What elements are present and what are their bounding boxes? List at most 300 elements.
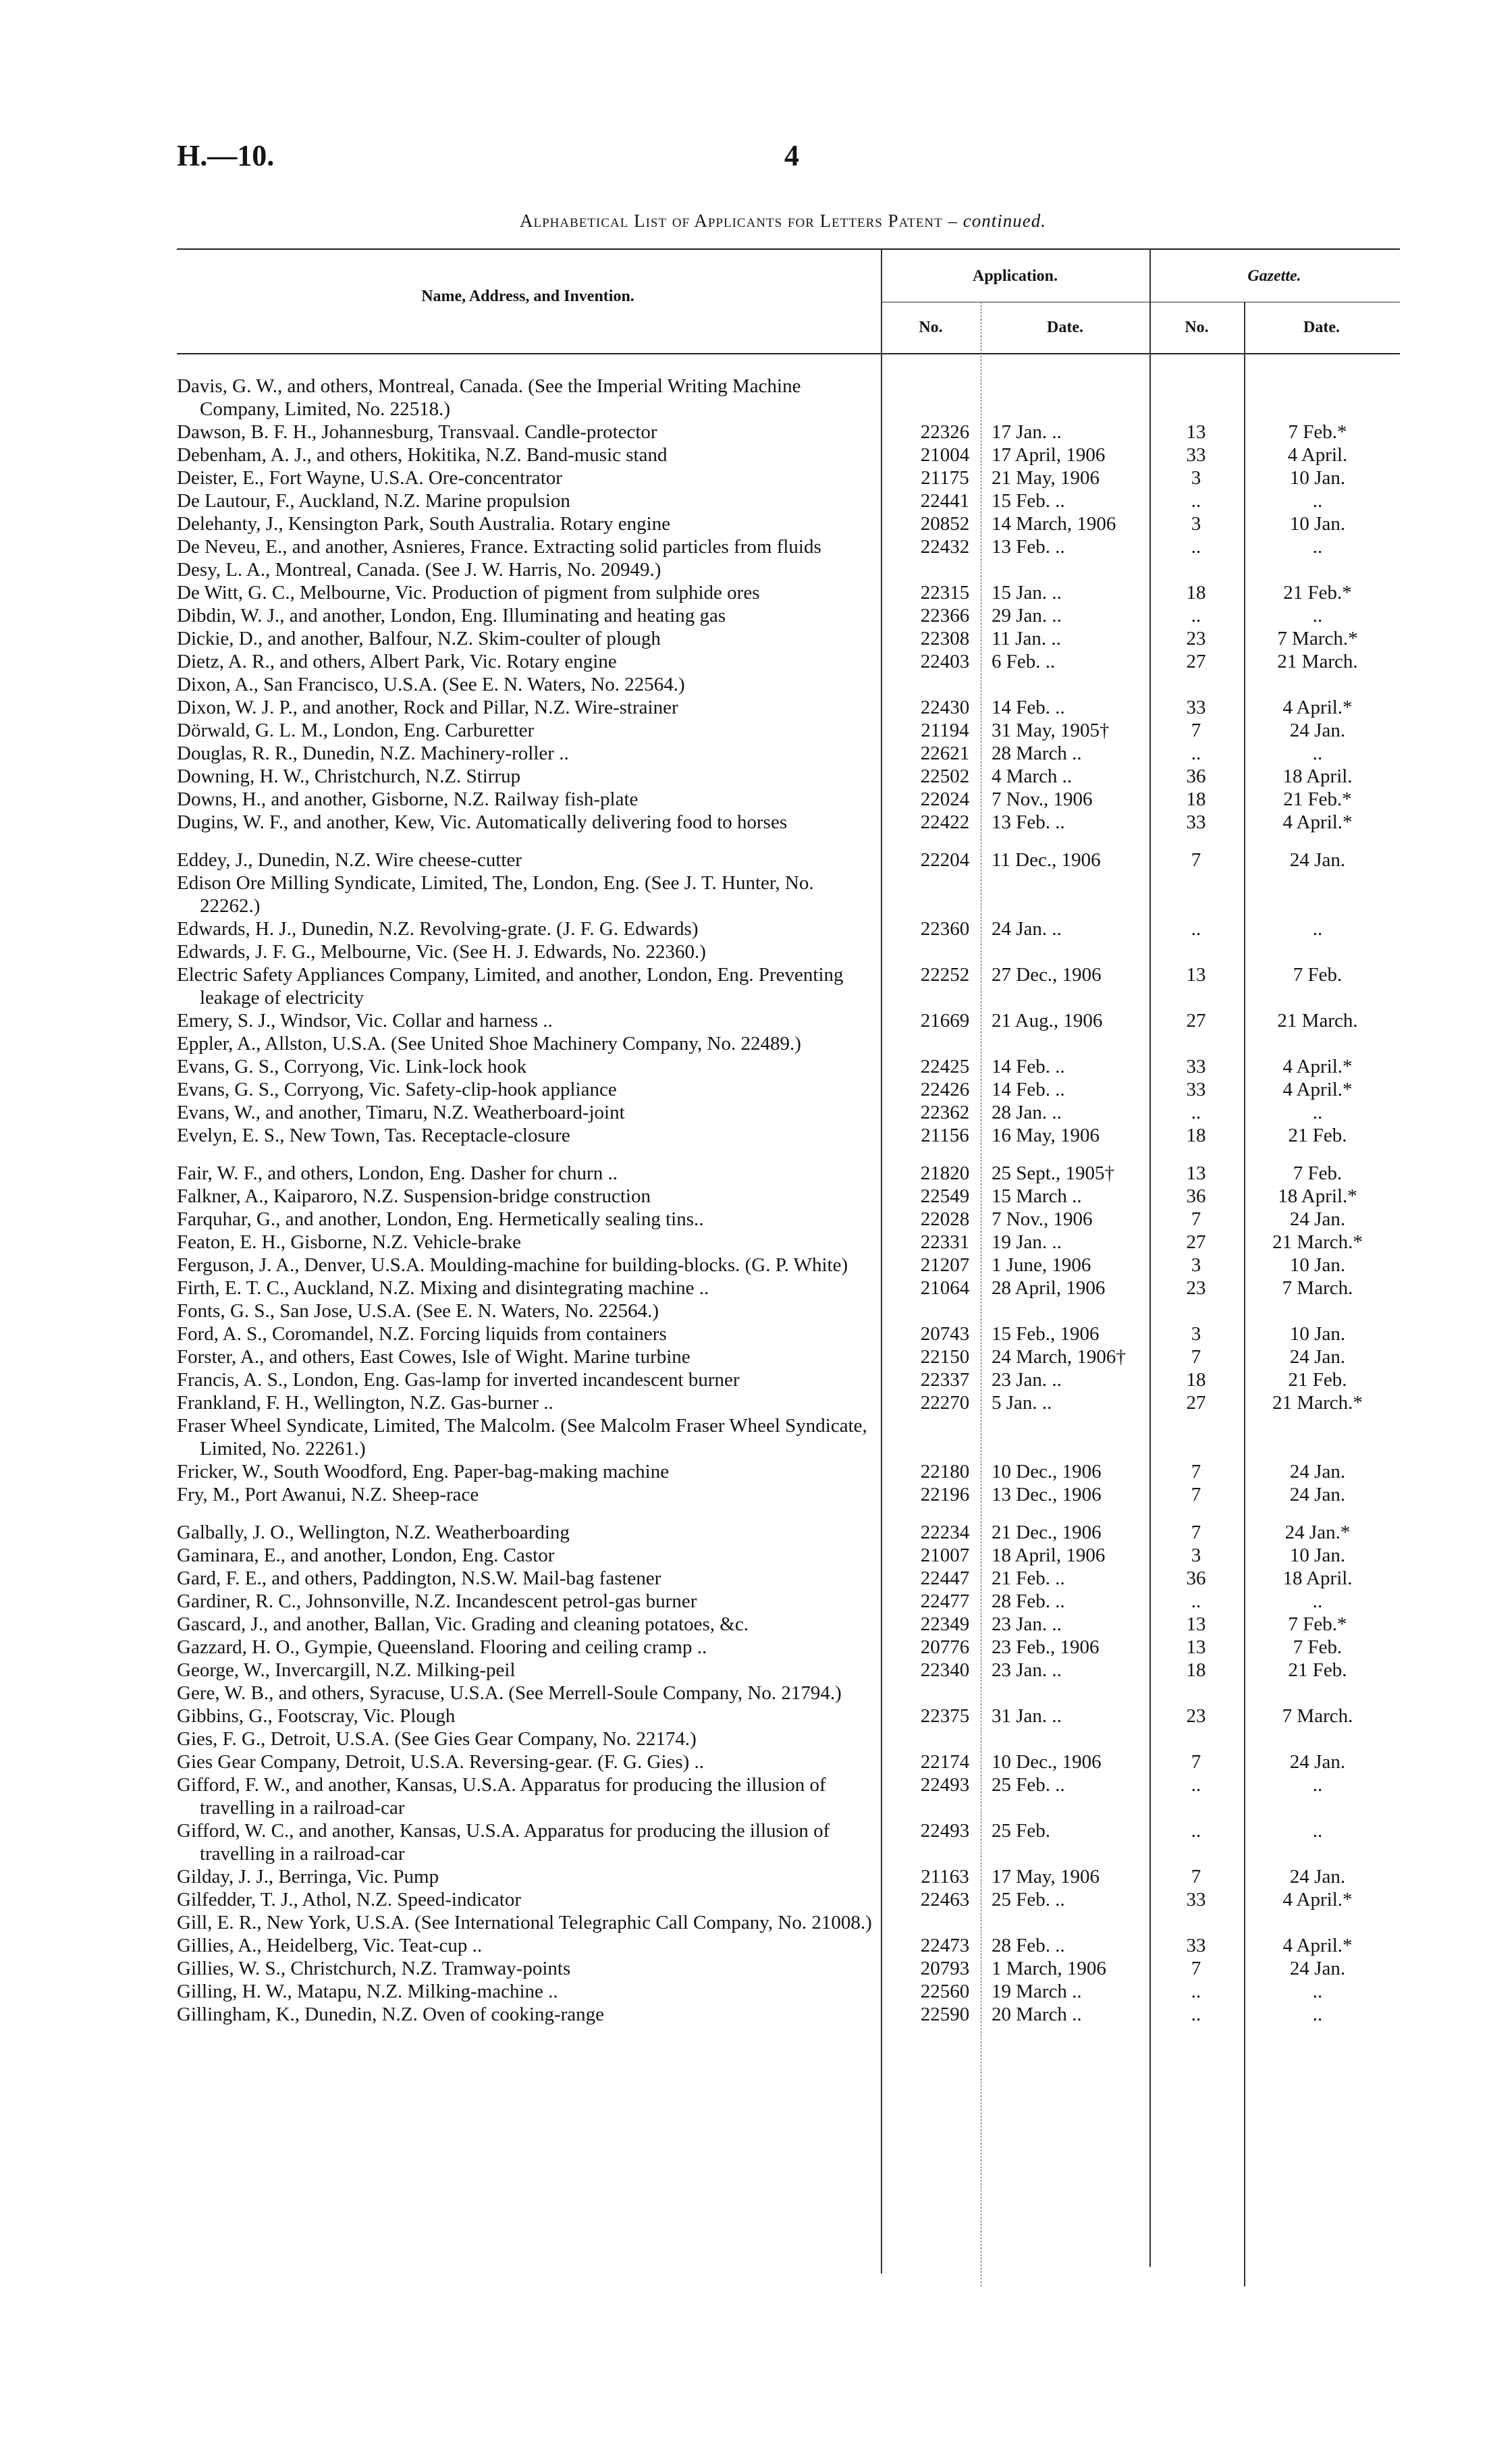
gazette-date: 21 March. bbox=[1277, 651, 1358, 672]
header-gazette-date: Date. bbox=[1303, 319, 1340, 336]
gazette-number: 36 bbox=[1186, 1568, 1206, 1589]
table-row bbox=[177, 1300, 1400, 1322]
table-row bbox=[177, 765, 1400, 788]
application-number: 22477 bbox=[920, 1590, 970, 1612]
applicant-text: Dixon, W. J. P., and another, Rock and Pillar, N.Z. Wire-strainer bbox=[177, 697, 678, 718]
application-date: 23 Feb., 1906 bbox=[992, 1636, 1100, 1658]
gazette-date: 24 Jan. bbox=[1289, 1208, 1346, 1230]
gazette-date: 18 April. bbox=[1282, 766, 1353, 787]
application-date: 31 Jan. .. bbox=[992, 1705, 1062, 1727]
header-gazette-no: No. bbox=[1185, 319, 1209, 336]
gazette-number: 3 bbox=[1191, 1323, 1201, 1345]
application-number: 22196 bbox=[920, 1484, 970, 1505]
applicant-text: Ford, A. S., Coromandel, N.Z. Forcing liquids from containers bbox=[177, 1323, 667, 1345]
table-row bbox=[177, 1911, 1400, 1934]
gazette-date: .. bbox=[1312, 605, 1323, 626]
applicant-entry bbox=[177, 1345, 872, 1368]
gazette-number: 33 bbox=[1186, 697, 1206, 718]
applicant-entry bbox=[177, 1567, 872, 1590]
application-date: 19 March .. bbox=[992, 1981, 1082, 2002]
applicant-entry bbox=[177, 1934, 872, 1957]
table-row bbox=[177, 512, 1400, 535]
header-application-no: No. bbox=[919, 319, 943, 336]
applicant-entry bbox=[177, 581, 872, 604]
application-date: 15 Feb. .. bbox=[992, 490, 1065, 512]
applicant-entry bbox=[177, 1009, 872, 1032]
gazette-number: 23 bbox=[1186, 1277, 1206, 1299]
gazette-number: .. bbox=[1191, 536, 1201, 558]
table-header-bottom-rule bbox=[177, 353, 1400, 354]
table-row bbox=[177, 1934, 1400, 1957]
application-number: 22308 bbox=[920, 628, 970, 649]
application-date: 21 Feb. .. bbox=[992, 1568, 1065, 1589]
applicant-text: Edwards, J. F. G., Melbourne, Vic. (See H. J. Edwards, No. 22360.) bbox=[177, 941, 706, 963]
application-date: 1 March, 1906 bbox=[992, 1958, 1106, 1979]
gazette-date: 7 Feb. bbox=[1293, 1162, 1343, 1184]
gazette-number: 33 bbox=[1186, 1889, 1206, 1910]
application-number: 22502 bbox=[920, 766, 970, 787]
application-number: 21175 bbox=[921, 467, 969, 489]
table-row bbox=[177, 1231, 1400, 1254]
application-date: 17 May, 1906 bbox=[992, 1866, 1100, 1887]
gazette-number: 33 bbox=[1186, 1056, 1206, 1077]
applicant-entry bbox=[177, 1368, 872, 1391]
application-date: 20 March .. bbox=[992, 2004, 1082, 2025]
gazette-date: 21 March.* bbox=[1272, 1231, 1363, 1253]
gazette-number: .. bbox=[1191, 1820, 1201, 1842]
application-number: 22441 bbox=[920, 490, 970, 512]
application-date: 15 March .. bbox=[992, 1185, 1082, 1207]
applicant-text: Ferguson, J. A., Denver, U.S.A. Moulding-machine for building-blocks. (G. P. White) bbox=[177, 1254, 848, 1276]
applicant-text: Gardiner, R. C., Johnsonville, N.Z. Incandescent petrol-gas burner bbox=[177, 1590, 697, 1612]
applicant-text: Gillies, A., Heidelberg, Vic. Teat-cup .. bbox=[177, 1935, 483, 1956]
application-date: 13 Dec., 1906 bbox=[992, 1484, 1102, 1505]
table-row bbox=[177, 558, 1400, 581]
applicant-entry bbox=[177, 512, 872, 535]
application-number: 22315 bbox=[920, 582, 970, 604]
table-row bbox=[177, 1208, 1400, 1231]
gazette-number: 7 bbox=[1191, 1866, 1201, 1887]
applicant-entry bbox=[177, 421, 872, 444]
application-number: 21064 bbox=[920, 1277, 970, 1299]
applicant-entry bbox=[177, 1032, 872, 1055]
application-date: 21 May, 1906 bbox=[992, 467, 1100, 489]
application-number: 22493 bbox=[920, 1820, 970, 1842]
application-number: 22473 bbox=[920, 1935, 970, 1956]
gazette-date: 7 Feb. bbox=[1293, 964, 1343, 986]
applicant-entry bbox=[177, 1728, 872, 1750]
application-date: 21 Dec., 1906 bbox=[992, 1522, 1102, 1543]
gazette-date: 10 Jan. bbox=[1289, 1254, 1346, 1276]
gazette-number: 7 bbox=[1191, 1208, 1201, 1230]
applicant-entry bbox=[177, 963, 872, 1009]
gazette-number: 18 bbox=[1186, 1369, 1206, 1391]
gazette-number: 13 bbox=[1186, 1636, 1206, 1658]
application-number: 21004 bbox=[920, 444, 970, 466]
table-row bbox=[177, 849, 1400, 872]
application-date: 25 Sept., 1905† bbox=[992, 1162, 1115, 1184]
table-row bbox=[177, 1483, 1400, 1506]
table-row bbox=[177, 1414, 1400, 1460]
gazette-date: 24 Jan. bbox=[1289, 1484, 1346, 1505]
gazette-number: 7 bbox=[1191, 1461, 1201, 1482]
gazette-date: 7 Feb. bbox=[1293, 1636, 1343, 1658]
applicant-entry bbox=[177, 1819, 872, 1865]
applicant-entry bbox=[177, 1231, 872, 1254]
applicant-text: Dörwald, G. L. M., London, Eng. Carburetter bbox=[177, 720, 535, 741]
gazette-date: 24 Jan. bbox=[1289, 1346, 1346, 1368]
application-number: 20743 bbox=[920, 1323, 970, 1345]
applicant-entry bbox=[177, 1659, 872, 1682]
gazette-date: 21 Feb. bbox=[1288, 1369, 1347, 1391]
applicant-text: Fonts, G. S., San Jose, U.S.A. (See E. N. Waters, No. 22564.) bbox=[177, 1300, 659, 1322]
applicant-entry bbox=[177, 788, 872, 811]
applicant-entry bbox=[177, 811, 872, 834]
page-header bbox=[177, 138, 1392, 186]
applicant-entry bbox=[177, 1300, 872, 1322]
applicant-text: Fraser Wheel Syndicate, Limited, The Malcolm. (See Malcolm Fraser Wheel Syndicate, Limited, No. 22261.) bbox=[177, 1415, 867, 1459]
table-row bbox=[177, 1368, 1400, 1391]
applicant-text: De Witt, G. C., Melbourne, Vic. Production of pigment from sulphide ores bbox=[177, 582, 760, 604]
gazette-number: 36 bbox=[1186, 766, 1206, 787]
gazette-number: 7 bbox=[1191, 1751, 1201, 1773]
application-date: 29 Jan. .. bbox=[992, 605, 1062, 626]
applicant-entry bbox=[177, 1277, 872, 1300]
application-date: 31 May, 1905† bbox=[992, 720, 1110, 741]
gazette-date: 21 March. bbox=[1277, 1010, 1358, 1032]
application-date: 13 Feb. .. bbox=[992, 811, 1065, 833]
table-row bbox=[177, 1957, 1400, 1980]
group-spacer bbox=[177, 1147, 1400, 1162]
gazette-date: 24 Jan.* bbox=[1284, 1522, 1351, 1543]
header-name-column: Name, Address, and Invention. bbox=[421, 288, 634, 305]
gazette-number: .. bbox=[1191, 743, 1201, 764]
table-row bbox=[177, 421, 1400, 444]
applicant-text: De Neveu, E., and another, Asnieres, France. Extracting solid particles from fluids bbox=[177, 536, 821, 558]
applicant-text: Downing, H. W., Christchurch, N.Z. Stirrup bbox=[177, 766, 521, 787]
table-row bbox=[177, 917, 1400, 940]
applicant-text: Deister, E., Fort Wayne, U.S.A. Ore-concentrator bbox=[177, 467, 562, 489]
application-date: 23 Jan. .. bbox=[992, 1369, 1062, 1391]
applicant-text: Emery, S. J., Windsor, Vic. Collar and harness .. bbox=[177, 1010, 553, 1032]
application-number: 22349 bbox=[920, 1613, 970, 1635]
page-title: Alphabetical List of Applicants for Letters Patent – continued. bbox=[520, 211, 1046, 231]
applicant-entry bbox=[177, 1391, 872, 1414]
table-row bbox=[177, 1277, 1400, 1300]
application-number: 22340 bbox=[920, 1659, 970, 1681]
gazette-number: 7 bbox=[1191, 1484, 1201, 1505]
applicant-entry bbox=[177, 1055, 872, 1078]
table-row bbox=[177, 1460, 1400, 1483]
applicant-text: Galbally, J. O., Wellington, N.Z. Weatherboarding bbox=[177, 1522, 570, 1543]
application-number: 22234 bbox=[920, 1522, 970, 1543]
gazette-number: 7 bbox=[1191, 1958, 1201, 1979]
page-number: 4 bbox=[784, 139, 799, 172]
applicant-text: Evans, G. S., Corryong, Vic. Link-lock hook bbox=[177, 1056, 527, 1077]
gazette-number: 18 bbox=[1186, 788, 1206, 810]
applicant-text: Falkner, A., Kaiparoro, N.Z. Suspension-bridge construction bbox=[177, 1185, 651, 1207]
applicant-entry bbox=[177, 627, 872, 650]
table-top-rule bbox=[177, 248, 1400, 250]
gazette-number: 7 bbox=[1191, 849, 1201, 871]
gazette-date: 10 Jan. bbox=[1289, 1545, 1346, 1566]
applicant-text: Gilfedder, T. J., Athol, N.Z. Speed-indicator bbox=[177, 1889, 521, 1910]
applicant-text: Gilday, J. J., Berringa, Vic. Pump bbox=[177, 1866, 439, 1887]
application-date: 16 May, 1906 bbox=[992, 1125, 1100, 1146]
applicant-entry bbox=[177, 466, 872, 489]
gazette-number: 27 bbox=[1186, 1231, 1206, 1253]
gazette-date: 4 April.* bbox=[1282, 811, 1353, 833]
table-row bbox=[177, 742, 1400, 765]
applicant-entry bbox=[177, 375, 872, 421]
gazette-date: 21 Feb. bbox=[1288, 1659, 1347, 1681]
gazette-date: 4 April.* bbox=[1282, 697, 1353, 718]
gazette-date: 7 March. bbox=[1282, 1277, 1353, 1299]
applicant-text: Gill, E. R., New York, U.S.A. (See International Telegraphic Call Company, No. 21008.) bbox=[177, 1912, 872, 1933]
applicant-entry bbox=[177, 1590, 872, 1613]
applicant-text: Gifford, W. C., and another, Kansas, U.S.A. Apparatus for producing the illusion of travelling in a railroad-car bbox=[177, 1820, 830, 1865]
applicant-text: Gilling, H. W., Matapu, N.Z. Milking-machine .. bbox=[177, 1981, 558, 2002]
applicant-entry bbox=[177, 1101, 872, 1124]
table-row bbox=[177, 1819, 1400, 1865]
applicant-entry bbox=[177, 1613, 872, 1636]
gazette-date: 7 Feb.* bbox=[1288, 1613, 1347, 1635]
gazette-date: 24 Jan. bbox=[1289, 849, 1346, 871]
gazette-date: 4 April.* bbox=[1282, 1889, 1353, 1910]
application-date: 24 March, 1906† bbox=[992, 1346, 1126, 1368]
group-spacer bbox=[177, 1506, 1400, 1521]
applicant-text: Dixon, A., San Francisco, U.S.A. (See E. N. Waters, No. 22564.) bbox=[177, 674, 685, 695]
applicant-entry bbox=[177, 719, 872, 742]
applicant-entry bbox=[177, 1483, 872, 1506]
application-date: 25 Feb. bbox=[992, 1820, 1050, 1842]
applicant-entry bbox=[177, 917, 872, 940]
table-row bbox=[177, 1888, 1400, 1911]
gazette-number: .. bbox=[1191, 1102, 1201, 1123]
applicant-text: Featon, E. H., Gisborne, N.Z. Vehicle-brake bbox=[177, 1231, 522, 1253]
table-row bbox=[177, 535, 1400, 558]
gazette-number: 27 bbox=[1186, 651, 1206, 672]
applicant-entry bbox=[177, 2003, 872, 2026]
application-date: 14 Feb. .. bbox=[992, 1079, 1065, 1100]
application-number: 22150 bbox=[920, 1346, 970, 1368]
table-row bbox=[177, 1055, 1400, 1078]
header-application: Application. bbox=[972, 267, 1058, 285]
application-number: 21163 bbox=[921, 1866, 969, 1887]
application-date: 14 March, 1906 bbox=[992, 513, 1116, 535]
applicant-text: Davis, G. W., and others, Montreal, Canada. (See the Imperial Writing Machine Company, Limited, No. 22518.) bbox=[177, 375, 801, 420]
table-row bbox=[177, 1567, 1400, 1590]
application-number: 22326 bbox=[920, 421, 970, 443]
gazette-date: 10 Jan. bbox=[1289, 513, 1346, 535]
application-number: 22366 bbox=[920, 605, 970, 626]
gazette-date: .. bbox=[1312, 490, 1323, 512]
gazette-number: 3 bbox=[1191, 467, 1201, 489]
application-number: 22270 bbox=[920, 1392, 970, 1414]
table-row bbox=[177, 696, 1400, 719]
applicant-entry bbox=[177, 1750, 872, 1773]
gazette-date: .. bbox=[1312, 536, 1323, 558]
application-date: 25 Feb. .. bbox=[992, 1774, 1065, 1796]
applicant-entry bbox=[177, 650, 872, 673]
gazette-date: 4 April. bbox=[1287, 444, 1348, 466]
application-date: 28 March .. bbox=[992, 743, 1082, 764]
gazette-number: 27 bbox=[1186, 1392, 1206, 1414]
gazette-date: 4 April.* bbox=[1282, 1935, 1353, 1956]
gazette-date: 21 Feb. bbox=[1288, 1125, 1347, 1146]
applicant-entry bbox=[177, 1124, 872, 1147]
applicant-text: Fry, M., Port Awanui, N.Z. Sheep-race bbox=[177, 1484, 479, 1505]
applicant-entry bbox=[177, 1414, 872, 1460]
table-row bbox=[177, 650, 1400, 673]
application-date: 23 Jan. .. bbox=[992, 1613, 1062, 1635]
application-date: 6 Feb. .. bbox=[992, 651, 1056, 672]
applicant-text: Firth, E. T. C., Auckland, N.Z. Mixing and disintegrating machine .. bbox=[177, 1277, 709, 1299]
application-date: 10 Dec., 1906 bbox=[992, 1461, 1102, 1482]
table-row bbox=[177, 673, 1400, 696]
application-date: 11 Dec., 1906 bbox=[992, 849, 1101, 871]
applicant-text: Edwards, H. J., Dunedin, N.Z. Revolving-grate. (J. F. G. Edwards) bbox=[177, 918, 699, 940]
application-number: 22549 bbox=[920, 1185, 970, 1207]
gazette-number: .. bbox=[1191, 918, 1201, 940]
table-row bbox=[177, 1865, 1400, 1888]
applicant-text: Fair, W. F., and others, London, Eng. Dasher for churn .. bbox=[177, 1162, 618, 1184]
applicant-entry bbox=[177, 673, 872, 696]
applicant-text: Eppler, A., Allston, U.S.A. (See United Shoe Machinery Company, No. 22489.) bbox=[177, 1033, 801, 1054]
applicant-text: Dugins, W. F., and another, Kew, Vic. Automatically delivering food to horses bbox=[177, 811, 788, 833]
page-title-continued: continued. bbox=[963, 211, 1046, 231]
applicant-entry bbox=[177, 1162, 872, 1185]
application-number: 20776 bbox=[920, 1636, 970, 1658]
application-number: 20793 bbox=[920, 1958, 970, 1979]
applicant-entry bbox=[177, 1544, 872, 1567]
applicant-entry bbox=[177, 1254, 872, 1277]
applicant-text: Gillingham, K., Dunedin, N.Z. Oven of cooking-range bbox=[177, 2004, 605, 2025]
application-number: 21207 bbox=[920, 1254, 970, 1276]
table-row bbox=[177, 1659, 1400, 1682]
table-row bbox=[177, 1078, 1400, 1101]
application-date: 10 Dec., 1906 bbox=[992, 1751, 1102, 1773]
applicant-text: George, W., Invercargill, N.Z. Milking-peil bbox=[177, 1659, 516, 1681]
application-number: 22621 bbox=[920, 743, 970, 764]
gazette-date: .. bbox=[1312, 743, 1323, 764]
application-number: 22362 bbox=[920, 1102, 970, 1123]
application-date: 23 Jan. .. bbox=[992, 1659, 1062, 1681]
applicant-entry bbox=[177, 696, 872, 719]
table-row bbox=[177, 1728, 1400, 1750]
gazette-number: 13 bbox=[1186, 1162, 1206, 1184]
gazette-date: 4 April.* bbox=[1282, 1056, 1353, 1077]
application-date: 17 April, 1906 bbox=[992, 444, 1106, 466]
gazette-number: 18 bbox=[1186, 582, 1206, 604]
application-date: 19 Jan. .. bbox=[992, 1231, 1062, 1253]
gazette-date: .. bbox=[1312, 1102, 1323, 1123]
applicant-text: Gard, F. E., and others, Paddington, N.S.W. Mail-bag fastener bbox=[177, 1568, 661, 1589]
application-date: 14 Feb. .. bbox=[992, 697, 1065, 718]
gazette-number: 33 bbox=[1186, 444, 1206, 466]
application-number: 22463 bbox=[920, 1889, 970, 1910]
table-row bbox=[177, 1613, 1400, 1636]
table-row bbox=[177, 1682, 1400, 1705]
gazette-number: .. bbox=[1191, 490, 1201, 512]
application-number: 21669 bbox=[920, 1010, 970, 1032]
gazette-number: 18 bbox=[1186, 1125, 1206, 1146]
table-row bbox=[177, 1636, 1400, 1659]
table-row bbox=[177, 1185, 1400, 1208]
applicant-entry bbox=[177, 1888, 872, 1911]
application-date: 25 Feb. .. bbox=[992, 1889, 1065, 1910]
gazette-date: 24 Jan. bbox=[1289, 1866, 1346, 1887]
gazette-number: 13 bbox=[1186, 1613, 1206, 1635]
gazette-date: 10 Jan. bbox=[1289, 1323, 1346, 1345]
table-row bbox=[177, 1980, 1400, 2003]
gazette-number: 3 bbox=[1191, 1254, 1201, 1276]
table-row bbox=[177, 940, 1400, 963]
application-number: 21156 bbox=[921, 1125, 969, 1146]
application-number: 22024 bbox=[920, 788, 970, 810]
applicant-entry bbox=[177, 1980, 872, 2003]
application-date: 28 Feb. .. bbox=[992, 1935, 1065, 1956]
group-spacer bbox=[177, 834, 1400, 849]
table-row bbox=[177, 1544, 1400, 1567]
gazette-date: 21 Feb.* bbox=[1283, 788, 1352, 810]
application-date: 24 Jan. .. bbox=[992, 918, 1062, 940]
gazette-number: .. bbox=[1191, 1774, 1201, 1796]
gazette-number: 7 bbox=[1191, 1346, 1201, 1368]
applicant-text: Gascard, J., and another, Ballan, Vic. Grading and cleaning potatoes, &c. bbox=[177, 1613, 749, 1635]
table-row bbox=[177, 2003, 1400, 2026]
table-row bbox=[177, 466, 1400, 489]
applicant-entry bbox=[177, 604, 872, 627]
gazette-date: 18 April. bbox=[1282, 1568, 1353, 1589]
applicant-text: Dickie, D., and another, Balfour, N.Z. Skim-coulter of plough bbox=[177, 628, 661, 649]
application-date: 14 Feb. .. bbox=[992, 1056, 1065, 1077]
gazette-date: .. bbox=[1312, 1820, 1323, 1842]
application-date: 7 Nov., 1906 bbox=[992, 788, 1093, 810]
application-number: 21820 bbox=[920, 1162, 970, 1184]
applicant-entry bbox=[177, 1322, 872, 1345]
applicant-text: De Lautour, F., Auckland, N.Z. Marine propulsion bbox=[177, 490, 570, 512]
applicant-text: Gillies, W. S., Christchurch, N.Z. Tramway-points bbox=[177, 1958, 571, 1979]
application-date: 15 Jan. .. bbox=[992, 582, 1062, 604]
gazette-number: 23 bbox=[1186, 1705, 1206, 1727]
table-row bbox=[177, 872, 1400, 917]
table-row bbox=[177, 444, 1400, 466]
applicant-entry bbox=[177, 558, 872, 581]
application-number: 22375 bbox=[920, 1705, 970, 1727]
application-number: 22426 bbox=[920, 1079, 970, 1100]
table-row bbox=[177, 811, 1400, 834]
gazette-number: 23 bbox=[1186, 628, 1206, 649]
gazette-number: 36 bbox=[1186, 1185, 1206, 1207]
application-date: 21 Aug., 1906 bbox=[992, 1010, 1103, 1032]
gazette-number: 13 bbox=[1186, 421, 1206, 443]
applicant-entry bbox=[177, 489, 872, 512]
table-row bbox=[177, 627, 1400, 650]
gazette-date: 21 Feb.* bbox=[1283, 582, 1352, 604]
table-row bbox=[177, 1773, 1400, 1819]
application-date: 27 Dec., 1906 bbox=[992, 964, 1102, 986]
gazette-date: 24 Jan. bbox=[1289, 720, 1346, 741]
applicant-text: Forster, A., and others, East Cowes, Isle of Wight. Marine turbine bbox=[177, 1346, 690, 1368]
gazette-number: .. bbox=[1191, 1590, 1201, 1612]
table-row bbox=[177, 1521, 1400, 1544]
gazette-number: 27 bbox=[1186, 1010, 1206, 1032]
applicant-text: Gaminara, E., and another, London, Eng. Castor bbox=[177, 1545, 555, 1566]
applicant-text: Gifford, F. W., and another, Kansas, U.S.A. Apparatus for producing the illusion of travelling in a railroad-car bbox=[177, 1774, 826, 1819]
applicant-text: Dietz, A. R., and others, Albert Park, Vic. Rotary engine bbox=[177, 651, 617, 672]
applicant-text: Edison Ore Milling Syndicate, Limited, The, London, Eng. (See J. T. Hunter, No. 22262.) bbox=[177, 872, 814, 917]
